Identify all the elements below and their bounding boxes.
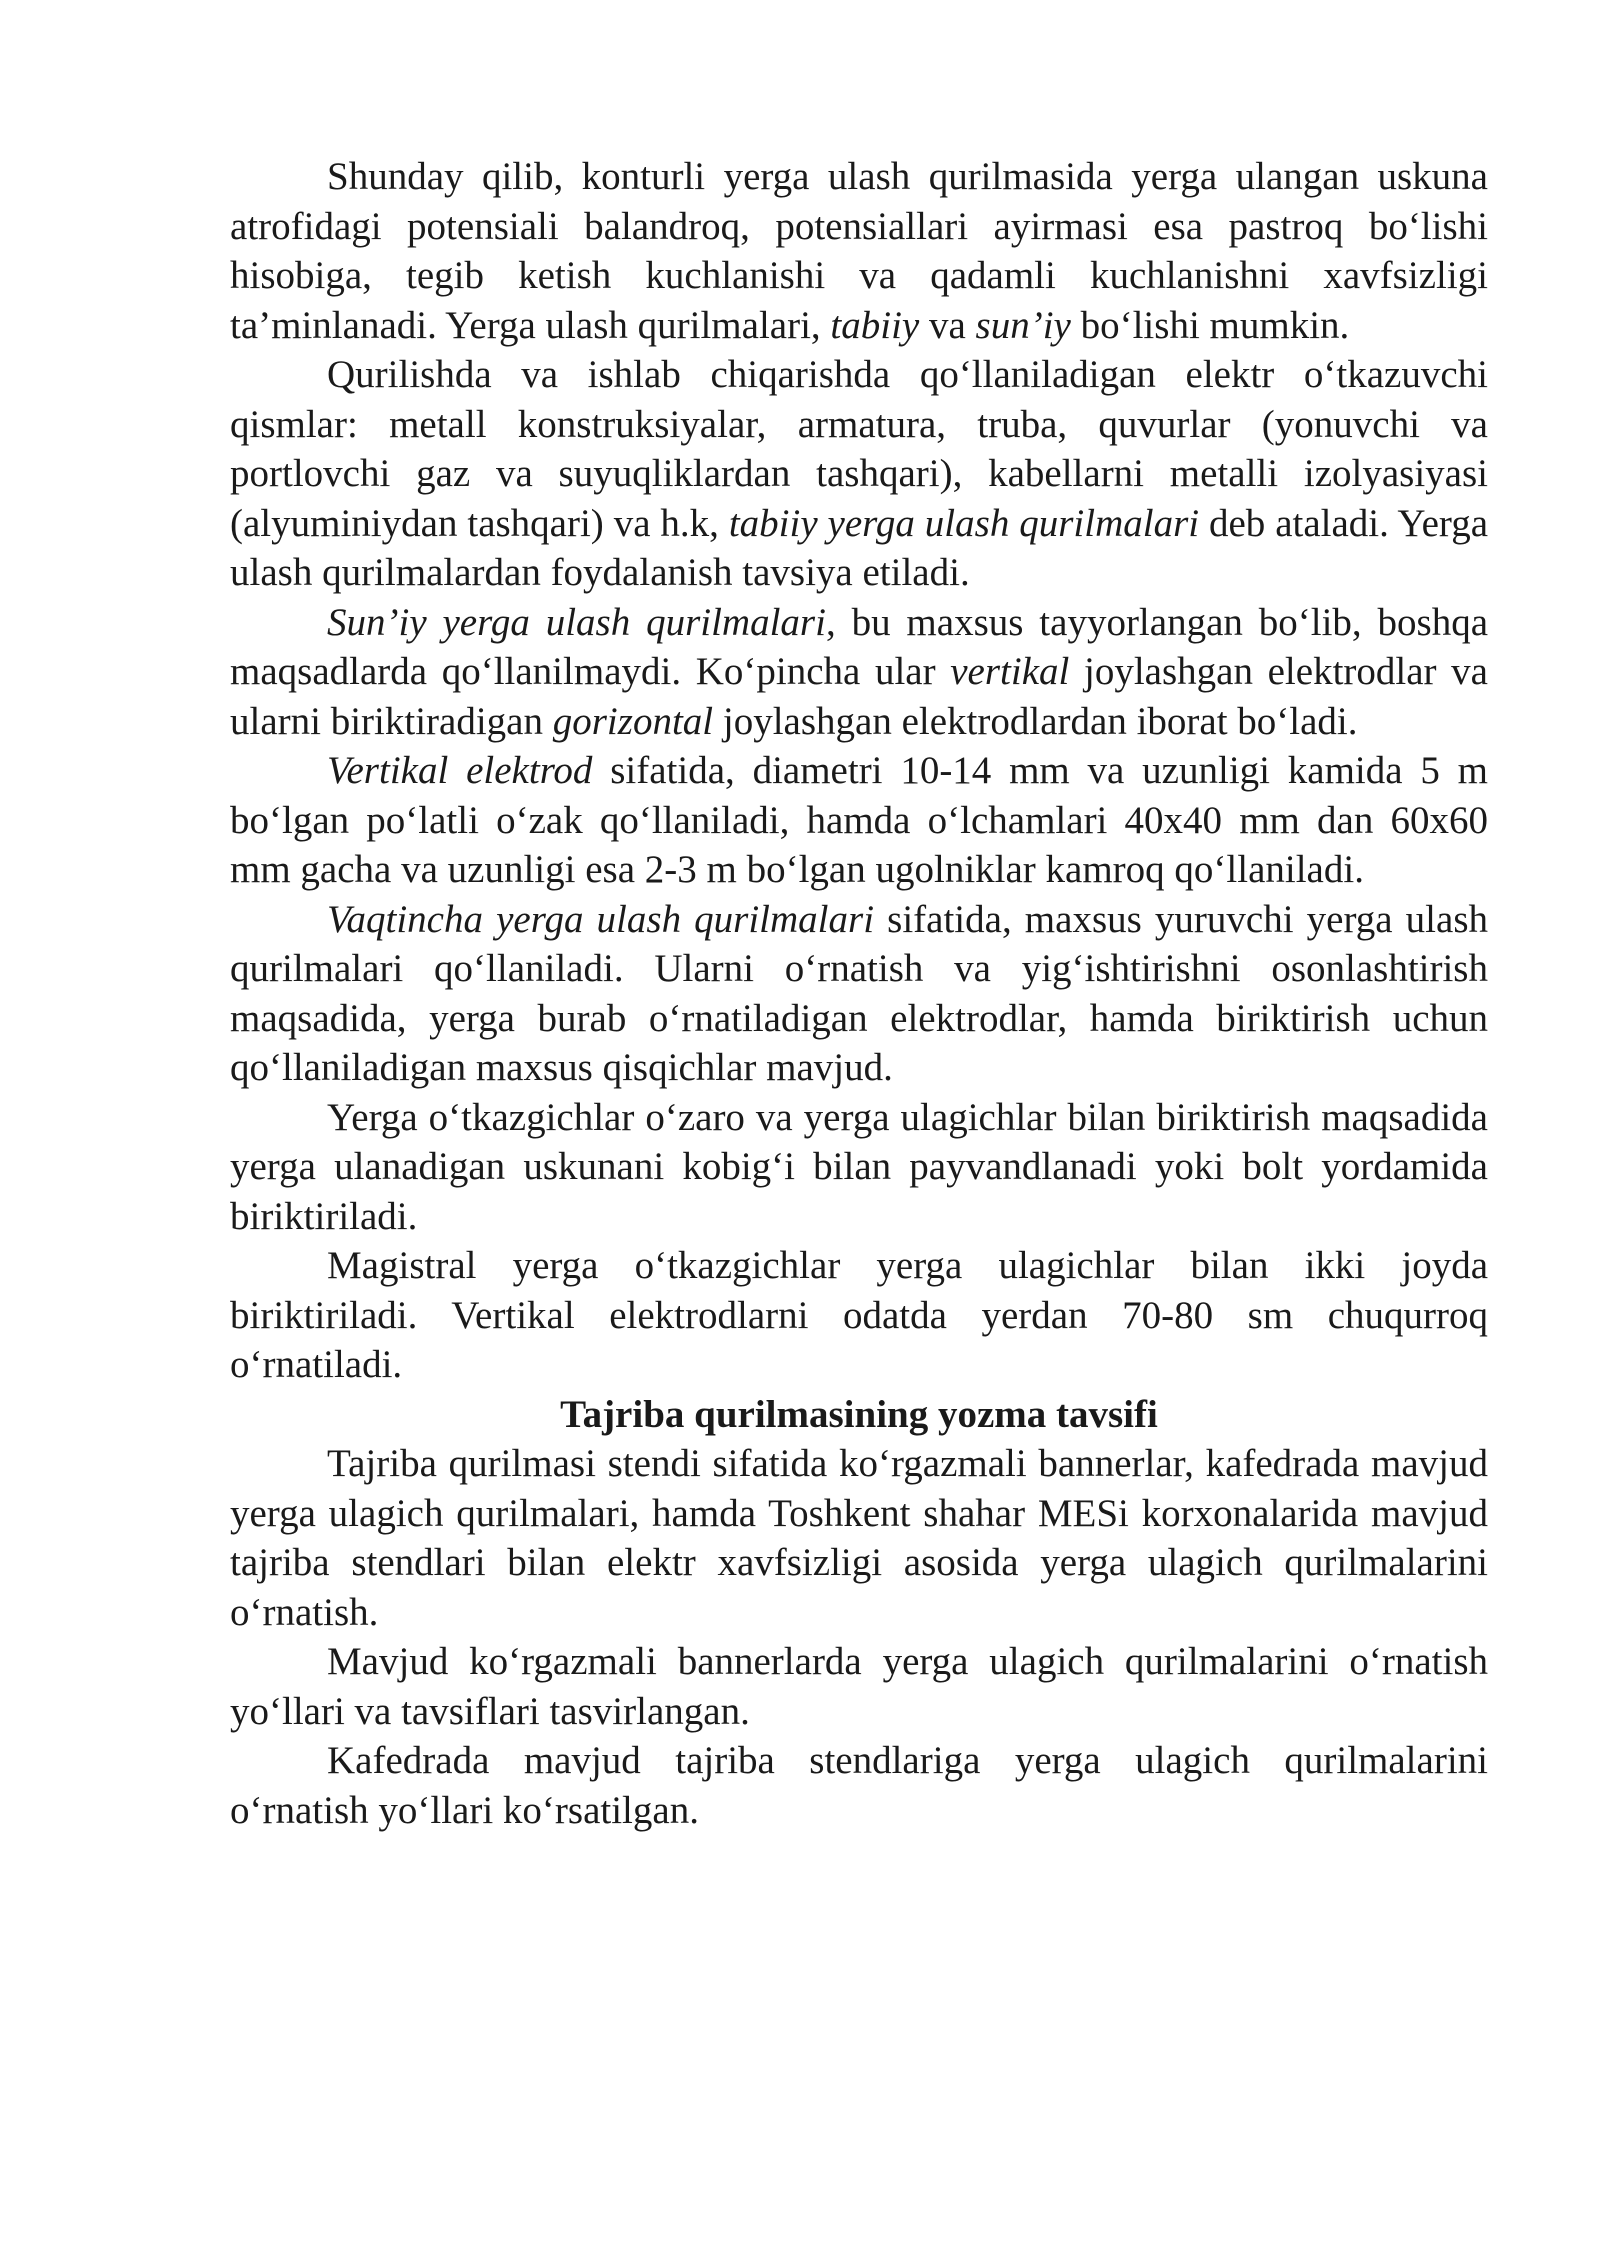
section-heading: Tajriba qurilmasining yozma tavsifi (560, 1392, 1158, 1436)
text-run: joylashgan elektrodlar va ularni biriktiradigan (230, 650, 1488, 743)
paragraph-contour-grounding (230, 152, 1488, 350)
paragraph-vertical-electrode (230, 746, 1488, 895)
italic-term-temporary-grounding: Vaqtincha yerga ulash qurilmalari (327, 897, 875, 941)
italic-term-natural: tabiiy (830, 303, 920, 347)
italic-term-artificial: sun’iy (975, 303, 1071, 347)
text-run: sifatida, diametri 10-14 mm va uzunligi kamida 5 m boʻlgan poʻlatli oʻzak qoʻllaniladi, hamda oʻlchamlari 40x40 mm dan 60x60 mm gacha va uzunligi esa 2-3 m boʻlgan ugolniklar kamroq qoʻllaniladi. (230, 749, 1488, 891)
document-page (230, 152, 1488, 1835)
italic-term-vertical-electrode: Vertikal elektrod (327, 749, 593, 792)
text-run: deb ataladi. Yerga ulash qurilmalardan foydalanish tavsiya etiladi. (230, 501, 1489, 594)
text-run: va (919, 303, 976, 347)
paragraph-artificial-grounding (230, 598, 1488, 747)
italic-term-horizontal: gorizontal (552, 699, 714, 743)
paragraph-natural-grounding (230, 350, 1488, 598)
text-run: boʻlishi mumkin. (1070, 303, 1350, 347)
paragraph-department-stands: Kafedrada mavjud tajriba stendlariga yerga ulagich qurilmalarini oʻrnatish yoʻllari koʻrsatilgan. (230, 1739, 1488, 1832)
paragraph-conductor-connection: Yerga oʻtkazgichlar oʻzaro va yerga ulagichlar bilan biriktirish maqsadida yerga ulanadigan uskunani kobigʻi bilan payvandlanadi yoki bolt yordamida biriktiriladi. (230, 1095, 1488, 1238)
paragraph-main-conductors: Magistral yerga oʻtkazgichlar yerga ulagichlar bilan ikki joyda biriktiriladi. Vertikal elektrodlarni odatda yerdan 70-80 sm chuqurroq oʻrnatiladi. (230, 1244, 1488, 1386)
paragraph-banners: Mavjud koʻrgazmali bannerlarda yerga ulagich qurilmalarini oʻrnatish yoʻllari va tavsiflari tasvirlangan. (230, 1640, 1488, 1733)
italic-term-natural-grounding: tabiiy yerga ulash qurilmalari (728, 501, 1200, 545)
text-run: Shunday qilib, konturli yerga ulash qurilmasida yerga ulangan uskuna atrofidagi potensiali balandroq, potensiallari ayirmasi esa pastroq boʻlishi hisobiga, tegib ketish kuchlanishi va qadamli kuchlanishni xavfsizligi ta’minlanadi. Yerga ulash qurilmalari, (230, 155, 1488, 347)
text-run: , bu maxsus tayyorlangan boʻlib, boshqa maqsadlarda qoʻllanilmaydi. Koʻpincha ular (230, 600, 1489, 693)
italic-term-artificial-grounding: Sun’iy yerga ulash qurilmalari (327, 600, 826, 644)
text-run: sifatida, maxsus yuruvchi yerga ulash qurilmalari qoʻllaniladi. Ularni oʻrnatish va yigʻishtirishni osonlashtirish maqsadida, yerga burab oʻrnatiladigan elektrodlar, hamda biriktirish uchun qoʻllaniladigan maxsus qisqichlar mavjud. (230, 897, 1488, 1089)
paragraph-temporary-grounding (230, 895, 1488, 1093)
text-run: joylashgan elektrodlardan iborat boʻladi. (713, 699, 1358, 743)
italic-term-vertical: vertikal (950, 650, 1070, 693)
text-run: Qurilishda va ishlab chiqarishda qoʻllaniladigan elektr oʻtkazuvchi qismlar: metall konstruksiyalar, armatura, truba, quvurlar (yonuvchi va portlovchi gaz va suyuqliklardan tashqari), kabellarni metalli izolyasiyasi (alyuminiydan tashqari) va h.k, (230, 353, 1488, 545)
paragraph-test-setup: Tajriba qurilmasi stendi sifatida koʻrgazmali bannerlar, kafedrada mavjud yerga ulagich qurilmalari, hamda Toshkent shahar MESi korxonalarida mavjud tajriba stendlari bilan elektr xavfsizligi asosida yerga ulagich qurilmalarini oʻrnatish. (230, 1442, 1488, 1634)
